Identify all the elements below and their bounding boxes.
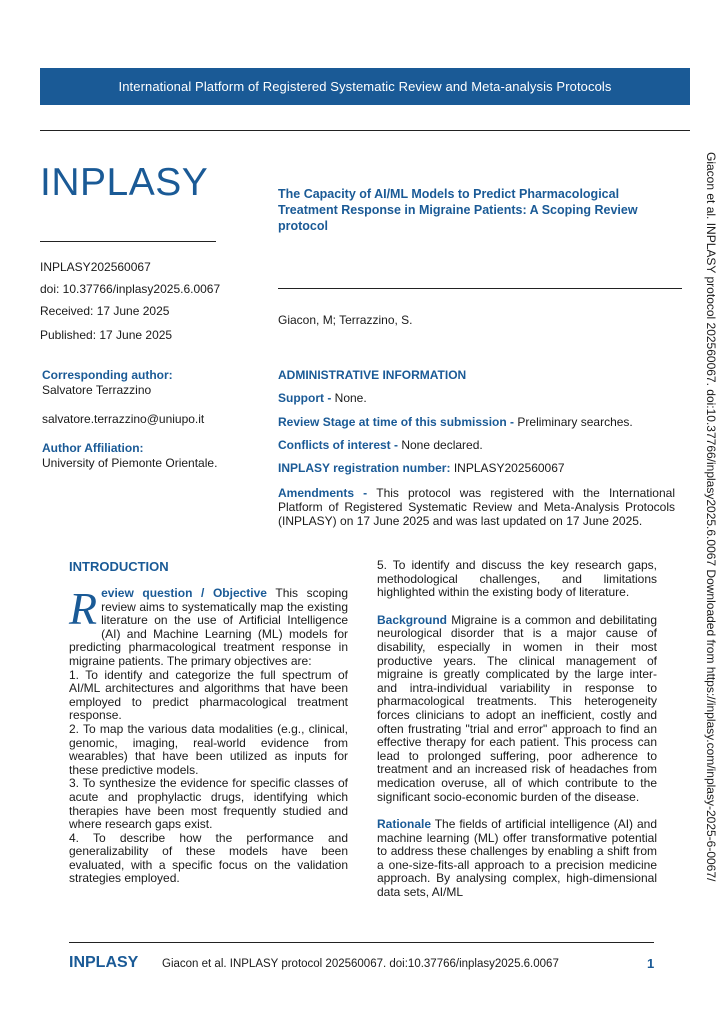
background-para	[377, 614, 657, 804]
review-question-para	[69, 583, 349, 669]
title-divider	[278, 288, 682, 289]
footer-citation: Giacon et al. INPLASY protocol 202560067. doi:10.37766/inplasy2025.6.0067	[162, 958, 559, 970]
regnum-row	[278, 461, 565, 475]
rationale-text: The fields of artificial intelligence (AI) and machine learning (ML) offer transformative potential to address these challenges by enabling a shift from a one-size-fits-all approach to a precision medicine approach. By analysing complex, high-dimensional data sets, AI/ML	[377, 817, 657, 900]
objective-5: 5. To identify and discuss the key research gaps, methodological challenges, and limitations highlighted within the existing body of literature.	[377, 558, 657, 600]
affiliation-text: University of Piemonte Orientale.	[42, 456, 218, 470]
vertical-citation: Giacon et al. INPLASY protocol 202560067. doi:10.37766/inplasy2025.6.0067 Downloaded from https://inplasy.com/inplasy-2025-6-0067/	[704, 152, 718, 882]
inplasy-logo: INPLASY	[40, 161, 209, 204]
objective-3: 3. To synthesize the evidence for specific classes of acute and prophylactic drugs, identifying which therapies have been most frequently studied and where research gaps exist.	[69, 776, 348, 832]
authors: Giacon, M; Terrazzino, S.	[278, 313, 413, 327]
regnum-label: INPLASY registration number:	[278, 461, 454, 475]
stage-label: Review Stage at time of this submission -	[278, 415, 518, 429]
corresponding-email[interactable]: salvatore.terrazzino@uniupo.it	[42, 412, 205, 426]
amend-label: Amendments -	[278, 486, 377, 500]
paper-title: The Capacity of AI/ML Models to Predict Pharmacological Treatment Response in Migraine Patients: A Scoping Review protocol	[278, 187, 638, 233]
amend-value: This protocol was registered with the International Platform of Registered Systematic Review and Meta-Analysis Protocols (INPLASY) on 17 June 2025 and was last updated on 17 June 2025.	[278, 486, 675, 528]
doi-text: doi: 10.37766/inplasy2025.6.0067	[40, 282, 221, 296]
background-text: Migraine is a common and debilitating neurological disorder that is a major cause of disability, especially in women in their most productive years. The clinical management of migraine is greatly complicated by the large inter- and intra-individual variability in response to pharmacological treatments. This heterogeneity forces clinicians to adopt an inefficient, costly and often frustrating "trial and error" approach to find an effective therapy for each patient. This process can lead to prolonged suffering, poor adherence to treatment and an increased risk of headaches from medication overuse, all of which contribute to the significant socio-economic burden of the disease.	[377, 612, 657, 804]
conflicts-label: Conflicts of interest -	[278, 438, 402, 452]
affiliation-heading: Author Affiliation:	[42, 441, 144, 455]
page-number: 1	[647, 956, 655, 971]
rationale-lead: Rationale	[377, 817, 432, 832]
review-question-text: This scoping review aims to systematically map the existing literature on the use of Artificial Intelligence (AI) and Machine Learning (ML) models for predicting pharmacological treatment response in migraine patients. The primary objectives are:	[69, 586, 349, 668]
received-date: Received: 17 June 2025	[40, 304, 170, 318]
corresponding-name: Salvatore Terrazzino	[42, 383, 152, 397]
introduction-heading: INTRODUCTION	[69, 559, 169, 574]
banner-text: International Platform of Registered Systematic Review and Meta-analysis Protocols	[118, 79, 612, 94]
left-column	[69, 583, 349, 886]
rationale-para	[377, 818, 657, 900]
support-row	[278, 391, 367, 405]
support-value: None.	[334, 391, 367, 405]
review-question-lead: eview question / Objective	[101, 586, 267, 600]
conflicts-row	[278, 438, 483, 452]
regnum-value: INPLASY202560067	[453, 461, 565, 475]
amendments	[278, 486, 675, 528]
top-divider	[40, 130, 690, 131]
background-lead: Background	[377, 612, 448, 627]
stage-row	[278, 415, 633, 429]
conflicts-value: None declared.	[401, 438, 483, 452]
drop-cap: R	[69, 583, 98, 634]
registration-id: INPLASY202560067	[40, 260, 151, 274]
logo-divider	[40, 241, 216, 242]
objective-2: 2. To map the various data modalities (e.g., clinical, genomic, imaging, real-world evidence from wearables) that have been utilized as inputs for these predictive models.	[69, 721, 348, 777]
right-column	[377, 559, 657, 900]
objective-1: 1. To identify and categorize the full spectrum of AI/ML architectures and algorithms that have been employed to predict pharmacological treatment response.	[69, 667, 348, 723]
footer-divider	[69, 942, 654, 943]
corresponding-heading: Corresponding author:	[42, 368, 173, 382]
admin-heading: ADMINISTRATIVE INFORMATION	[278, 368, 467, 382]
published-date: Published: 17 June 2025	[40, 328, 173, 342]
objective-4: 4. To describe how the performance and generalizability of these models have been evaluated, with a specific focus on the validation strategies employed.	[69, 830, 348, 886]
footer-logo: INPLASY	[69, 954, 139, 971]
header-banner	[40, 68, 690, 105]
stage-value: Preliminary searches.	[517, 415, 633, 429]
support-label: Support -	[278, 391, 335, 405]
